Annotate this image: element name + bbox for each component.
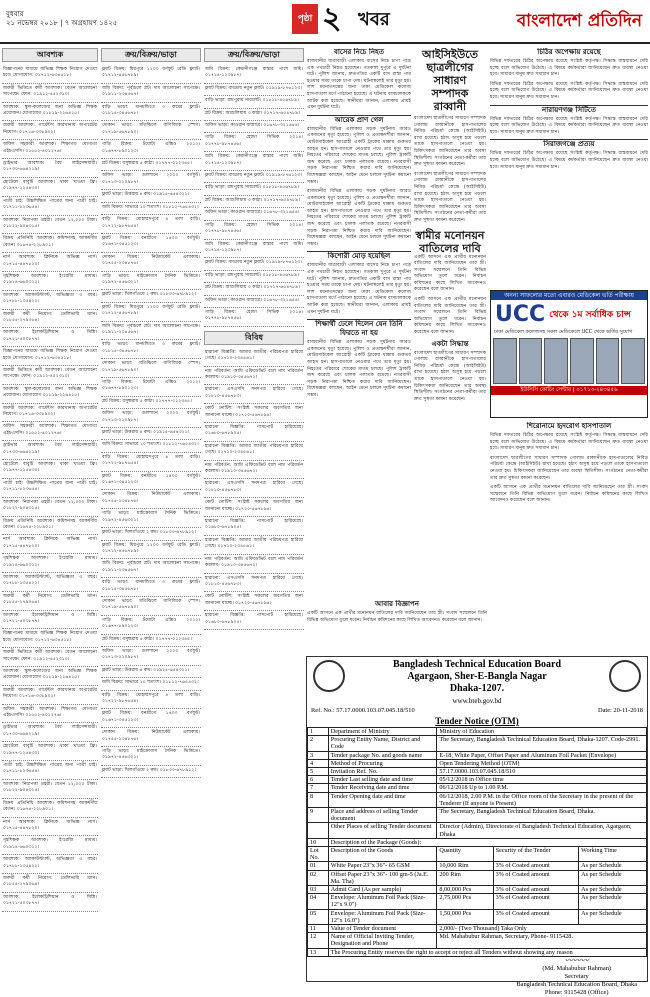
story-body: একটি আসনে এক প্রার্থীর মনোনয়ন বাতিলের দাবি জানিয়েছেন তার স্ত্রী। সংবাদ সম্মেলনে তিনি বিভিন্ন অভিযোগ তুলে ধরেন। নির্বাচন কমিশনের কাছে লিখিত আবেদনও করেছেন বলে জানান। [414,254,486,293]
student-photo [570,338,594,384]
tender-row [308,728,647,736]
classified-column-1 [2,48,98,980]
story-headline: নারায়ণগঞ্জ সিটিতে [542,105,596,114]
story-body: রাজধানীর বিভিন্ন এলাকায় সড়ক দুর্ঘটনায় আরও একজনের মৃত্যু হয়েছে। পুলিশ ও প্রত্যক্ষদর্শীরা জানান, মোটরসাইকেল আরোহী একটি ট্রাকের ধাক্কায় গুরুতর আহত হন। হাসপাতালে নেওয়ার পথে তার মৃত্যু হয়। নিহতের পরিবারে শোকের মাতম চলছে। পুলিশ ট্রাকটি জব্দ করেছে এবং চালক পলাতক রয়েছে। নগরবাসী সড়ক নিরাপত্তা নিশ্চিত করার দাবি জানিয়েছেন। বিশেষজ্ঞরা বলছেন, আইন মেনে চললে দুর্ঘটনা কমানো সম্ভব। [307,189,411,247]
tender-cell: Tender Opening date and time [328,792,437,807]
story-body: বাংলাদেশ ছাত্রলীগের সাধারণ সম্পাদক গোলাম রাব্বানীকে হাসপাতালের নিবিড় পরিচর্যা কেন্দ্রে (আইসিইউ) রাখা হয়েছে। হঠাৎ অসুস্থ হয়ে পড়লে তাকে হাসপাতালে নেওয়া হয়। চিকিৎসকরা জানিয়েছেন তার অবস্থা স্থিতিশীল। সংগঠনের নেতা-কর্মীরা তার দ্রুত সুস্থতা কামনা করেছেন। [414,171,486,223]
tender-notice [306,656,648,996]
classified-ad: আবশ্যক: নিরাপত্তা প্রহরী। বেতন ১২,০০০ টাকা। ০১৮২২-৯০৪৩১৫। [2,780,98,799]
page-header [0,0,650,44]
tender-cell: 9 [308,808,329,823]
classified-column-2 [101,48,201,980]
tender-row [308,776,647,784]
ad-tagline: থেকে ১ম সর্বাধিক চান্স [549,310,631,320]
student-photo-strip [491,336,647,386]
classified-ad: জরুরী কর্মী নিয়োগ: ডেলিভারি ম্যান। ০১৮৫৫-২৭৯০৬৪। [2,310,98,329]
classified-ad: হারানো বিজ্ঞপ্তি: পাসপোর্ট হারিয়েছে। ০১৬৮০-৬৭৮৯০৫। [204,423,304,442]
lead-headline: স্বামীর মনোনয়ন বাতিলের দাবি [415,228,485,255]
tender-cell: Tender Last selling date and time [328,776,437,784]
classified-ad: ফ্ল্যাট বিক্রয়: মিরপুরে ১২০০ বর্গফুট রেডি ফ্ল্যাট। ০১৭১২-৪৫৬৭৮৯। [101,303,201,322]
header-dateline [6,10,117,28]
tender-cell: 1 [308,728,329,736]
tender-website: www.bteb.gov.bd [452,697,502,705]
ads-list [101,65,201,778]
classified-ad: নাম পরিবর্তন: আমি এফিডেভিট বলে নাম পরিবর্তন করলাম। ০১৯১০-৩৪৫৬৭২। [204,555,304,574]
classified-ad: বাড়ি ভাড়া: ধানমন্ডিতে ৩ রুমের ফ্ল্যাট। ০১৮১৫-৩৪৫৬৭৮। [101,340,201,359]
classified-ad: আবশ্যক: স্কুল-কলেজের জন্য অভিজ্ঞ শিক্ষক প্রয়োজন। যোগাযোগ ০১৮১৯-২২৬৪১৫। [2,667,98,686]
story-body: একটি আসনে এক প্রার্থীর মনোনয়ন বাতিলের দাবি জানিয়েছেন তার স্ত্রী। সংবাদ সম্মেলনে তিনি বিভিন্ন অভিযোগ তুলে ধরেন। নির্বাচন কমিশনের কাছে লিখিত আবেদনও করেছেন বলে জানান। [307,611,487,623]
tender-cell: 8,00,000 Pcs [437,886,493,894]
tender-cell: Director (Admin), Directorate of Bangladesh Technical Education, Agargaon, Dhaka [437,823,647,838]
classified-ad: আবশ্যক: ইলেকট্রিশিয়ান ও মিস্ত্রি। ০১৭২১-৫০৩৮৭৭। [2,893,98,912]
classified-ad: অফিস ভাড়া: কাওরান বাজারে। ০১৬৭৮-৩২১৬৫৪। [204,296,304,308]
student-photo [493,338,517,384]
classified-ad: প্লট বিক্রয়: আশুলিয়ায় ৩ কাঠা। ০১৭১৭-৬৫৪৭৮৯। [204,283,304,295]
classified-ad: জরুরী আবশ্যক: গার্মেন্টস কারখানায় অপারেটর নিয়োগ। ০১৭১৬-৩৩৮৯০২। [2,404,98,423]
tender-cell: 3% of Coated amount [493,886,579,894]
tender-cell: The Secretary, Bangladesh Technical Education Board, Dhaka-1207. Code-2991. [437,736,647,751]
ads-list [204,348,304,630]
story-body: একটি আসনে এক প্রার্থীর মনোনয়ন বাতিলের দাবি জানিয়েছেন তার স্ত্রী। সংবাদ সম্মেলনে তিনি বিভিন্ন অভিযোগ তুলে ধরেন। নির্বাচন কমিশনের কাছে লিখিত আবেদনও করেছেন বলে জানান। [490,485,648,504]
story-block-right [490,48,648,288]
page-number: ২ [322,1,342,36]
story-body: বিভিন্ন দফতরের চিঠির অপেক্ষায় রয়েছে সংশ্লিষ্ট কর্তৃপক্ষ। সিদ্ধান্ত বাস্তবায়নে দেরি হচ্ছে বলে অভিযোগ উঠেছে। এ বিষয়ে কর্মকর্তারা জানিয়েছেন দ্রুত ব্যবস্থা নেওয়া হবে। সাধারণ মানুষ দ্রুত সমাধান চান। [490,116,648,135]
classified-ad: গাড়ি বিক্রয়: হোন্ডা সিভিক ২০১৪। ০১৭৭৮-৯৮৭৪৫৬। [204,221,304,240]
tender-cell: Quantity [437,847,493,862]
classified-ad: হারানো: এসএসসি সনদপত্র হারিয়ে গেছে। ০১৮১০-৪৫৬৭৮৩। [204,479,304,498]
classified-ad: দোকান ভাড়া: মতিঝিলে বাণিজ্যিক স্পেস। ০১৭১৯-৫৬৭৮৯০। [101,597,201,616]
signature-mark: 〰〰〰 [564,955,589,965]
classified-ad: বাড়ি বিক্রয়: মোহাম্মদপুরে ৪ তলা বাড়ি। ০১৭২২-৯৮৭৬৫৪। [101,215,201,234]
classified-ad: জরুরী কর্মী নিয়োগ: ডেলিভারি ম্যান। ০১৮৫৫-২৭৯০৬৪। [2,874,98,893]
tender-row [308,759,647,767]
story-headline: একটা সিদ্ধান্ত [431,339,469,348]
classified-ad: জমি বিক্রয়: পূর্বাচলে প্লট। দাম আলোচনা সাপেক্ষে। ০১৯১১-২৩৪৫৬৭। [101,559,201,578]
classified-ad: ফ্ল্যাট ভাড়া: খিলগাঁওয়ে ২ রুম। ০১৮৩৩-৬৭৮৯১২। [101,528,201,540]
story-body: বাংলাদেশ ছাত্রলীগের সাধারণ সম্পাদক গোলাম রাব্বানীকে হাসপাতালের নিবিড় পরিচর্যা কেন্দ্রে (আইসিইউ) রাখা হয়েছে। হঠাৎ অসুস্থ হয়ে পড়লে তাকে হাসপাতালে নেওয়া হয়। চিকিৎসকরা জানিয়েছেন তার অবস্থা স্থিতিশীল। সংগঠনের নেতা-কর্মীরা তার দ্রুত সুস্থতা কামনা করেছেন। [414,350,486,402]
classified-ad: অফিস সহকারী আবশ্যক। শিক্ষাগত যোগ্যতা এইচএসসি। ০১৫৫২-৪০১২৭৬। [2,705,98,724]
ads-list [204,65,304,327]
classified-ad: হারানো: এসএসসি সনদপত্র হারিয়ে গেছে। ০১৮১০-৪৫৬৭৮৩। [204,385,304,404]
classified-ad: গাড়ি ভাড়া: মাইক্রোবাস দৈনিক ভিত্তিতে। ০১৯৭২-৪৫৬৩২১। [101,747,201,766]
classified-ad: অফিস ভাড়া: গুলশানে ২০০০ বর্গফুট। ০১৭১৩-২১০৯৮৭। [101,409,201,428]
tender-cell: Envelope: Aluminum Foil Pack (Size- 12"x 9.0") [328,894,437,909]
classified-ad: নাম পরিবর্তন: আমি এফিডেভিট বলে নাম পরিবর্তন করলাম। ০১৯১০-৩৪৫৬৭২। [204,461,304,480]
ads-list [2,65,98,912]
classified-ad: গাড়ি বিক্রয়: হোন্ডা সিভিক ২০১৪। ০১৭৭৮-৯৮৭৪৫৬। [204,133,304,152]
tender-cell: As per Schedule [579,886,647,894]
page-badge: পৃষ্ঠা [292,4,318,34]
tender-cell: Department of Ministry [328,728,437,736]
classified-ad: আবশ্যক: অ্যাকাউন্ট্যান্ট, অভিজ্ঞতা ৩ বছর। ০১৭৮৮-১৩৫৪২২। [2,573,98,592]
classified-ad: ফ্ল্যাট বিক্রয়: মিরপুরে ১২০০ বর্গফুট রেডি ফ্ল্যাট। ০১৭১২-৪৫৬৭৮৯। [101,541,201,560]
tender-cell: 02 [308,870,329,885]
story-body: রাজধানীর যাত্রাবাড়ী এলাকায় বাসের নিচে চাপা পড়ে এক পথচারী নিহত হয়েছেন। গতকাল দুপুরে এ দুর্ঘটনা ঘটে। পুলিশ জানায়, দ্রুতগতির একটি বাস রাস্তা পার হওয়ার সময় তাকে চাপা দেয়। ঘটনাস্থলেই তার মৃত্যু হয়। লাশ ময়নাতদন্তের জন্য ঢাকা মেডিকেল কলেজ হাসপাতাল মর্গে পাঠানো হয়েছে। এ ঘটনায় বাসচালককে আটক করা হয়েছে। স্থানীয়রা জানান, এলাকায় প্রায়ই এমন দুর্ঘটনা ঘটে। [307,263,411,315]
signatory-name: (Md. Mahabubur Rahman) [542,964,612,972]
classified-ad: প্লট বিক্রয়: বসুন্ধরায় ৫ কাঠা। ০১৭৭৭-০১২৩৪৫। [101,635,201,647]
classified-ad: জরুরী ভিত্তিতে কর্মী আবশ্যক। বেতন আলোচনা সাপেক্ষে। ফোন: ০১৯১২-৪৫২৩১০। [2,366,98,385]
tender-cell: Open Tendering Method (OTM) [437,759,647,767]
classified-ad: বাড়ি বিক্রয়: মোহাম্মদপুরে ৪ তলা বাড়ি। ০১৭২২-৯৮৭৬৫৪। [101,453,201,472]
classified-ad: জমি বিক্রয়: কেরানীগঞ্জে রাস্তার পাশে জমি। ০১৭১৪-১২৩৯৮৭। [204,152,304,171]
classified-ad: অফিস ভাড়া: গুলশানে ২০০০ বর্গফুট। ০১৭১৩-২১০৯৮৭। [101,171,201,190]
header-day: বুধবার [6,10,24,18]
tender-cell: The Procuring Entity reserves the right to accept or reject all Tenders without showing any reason [328,948,646,956]
tender-cell: Envelope: Aluminum Foil Pack (Size- 12"x 16.0") [328,909,437,924]
classified-ad: বিজ্ঞাপনের মাধ্যমে অভিজ্ঞ শিক্ষক নিয়োগ দেওয়া হবে। যোগাযোগ: ০১৭১২-৬৩৪৫১৮। [2,65,98,84]
classified-ad: গৃহশিক্ষক আবশ্যক। ইংরেজি মাধ্যম। ০১৯১৪-৬৬০৩১২। [2,554,98,573]
tender-cell: 3% of Coated amount [493,862,579,870]
classified-ad: গাড়ি ভাড়া: মাইক্রোবাস দৈনিক ভিত্তিতে। ০১৯৭২-৪৫৬৩২১। [101,509,201,528]
tender-date: Date: 20-11-2018 [597,707,643,714]
tender-cell: E-18, White Paper, Offset Paper and Aluminum Foil Packet (Envelope) [437,751,647,759]
classified-ad: বিক্রয় প্রতিনিধি আবশ্যক। কমিশনসহ আকর্ষণীয় বেতন। ০১৬৭৪-২২৮৯০১। [2,799,98,818]
tender-cell: 04 [308,894,329,909]
classified-ad: জরুরী আবশ্যক: গার্মেন্টস কারখানায় অপারেটর নিয়োগ। ০১৭১৬-৩৩৮৯০২। [2,121,98,140]
tender-row [308,768,647,776]
tender-cell: Md. Mahabubur Rahman, Secretary, Phone- 9115428. [437,933,647,948]
tender-cell: White Paper 23"x 36"- 65 GSM [328,862,437,870]
tender-cell: 3% of Coated amount [493,870,579,885]
tender-cell: 06/12/2018, 2.00 P.M. in the Office room of the Secretary in the present of the Tenderer (If anyone is Present) [437,792,647,807]
classified-ad: নাম পরিবর্তন: আমি এফিডেভিট বলে নাম পরিবর্তন করলাম। ০১৯১০-৩৪৫৬৭২। [204,367,304,386]
story-block-bottom [307,600,487,652]
ucc-advertisement [490,290,648,418]
tender-cell: Procuring Entity Name, District and Code [328,736,437,751]
classified-ad: গাড়ি বিক্রয়: টয়োটা এক্সিও ২০১২। ০১৬৭৭-৮৯০১২৩। [101,378,201,397]
tender-cell: Description of the Package (Goods): [328,838,646,846]
classified-ad: হারানো বিজ্ঞপ্তি: পাসপোর্ট হারিয়েছে। ০১৬৮০-৬৭৮৯০৫। [204,517,304,536]
classified-ad: গৃহশিক্ষক আবশ্যক। ইংরেজি মাধ্যম। ০১৯১৪-৬৬০৩১২। [2,272,98,291]
tender-cell: Tender package No. and goods name [328,751,437,759]
tender-cell: Lot No. [308,847,329,862]
classified-ad: হোটেলে বাবুর্চি আবশ্যক। থাকা খাওয়া ফ্রি। ০১৯৭৭-১২৫৪৩০। [2,178,98,197]
classified-ad: ড্রাইভার আবশ্যক। বৈধ লাইসেন্সধারী। ০১৭৩০-৬৬৪২১৯। [2,441,98,460]
story-headline: চিঠির অপেক্ষায় রয়েছে [537,48,601,56]
classified-ad: অফিস ভাড়া: গুলশানে ২০০০ বর্গফুট। ০১৭১৩-২১০৯৮৭। [101,647,201,666]
tender-row [308,784,647,792]
classified-ad: পাত্রী চাই: উচ্চশিক্ষিত পাত্রের জন্য পাত্রী চাই। ০১৭১১-৮২৩৬৫৪। [2,761,98,780]
tender-row [308,736,647,751]
newspaper-brand: বাংলাদেশ প্রতিদিন [516,11,642,31]
tender-row [308,808,647,823]
signatory-title: Secretary [564,972,589,980]
tender-cell: 1,50,000 Pcs [437,909,493,924]
tender-cell: 12 [308,933,329,948]
classified-ad: ফ্ল্যাট ভাড়া: উত্তরায় ৪ রুম। ০১৯১৫-৬৫৪৩২১। [101,428,201,440]
classified-ad: হোটেলে বাবুর্চি আবশ্যক। থাকা খাওয়া ফ্রি। ০১৯৭৭-১২৫৪৩০। [2,742,98,761]
story-headline: সিরাজগঞ্জে প্রত্যয় [543,140,595,149]
tender-cell: 2,000/- (Two Thousand) Taka Only [437,925,647,933]
classified-ad: হারানো বিজ্ঞপ্তি: আমার জাতীয় পরিচয়পত্র হারিয়ে গেছে। ০১৭১০-২৩৪৫৬১। [204,348,304,367]
tender-cell: As per Schedule [579,909,647,924]
column-heading: আবশ্যক [2,48,98,62]
classified-ad: প্লট বিক্রয়: আশুলিয়ায় ৩ কাঠা। ০১৭১৭-৬৫৪৭৮৯। [204,109,304,121]
tender-row [308,847,647,862]
tender-cell: 05/12/2018 in Office time [437,776,647,784]
classified-ad: ড্রাইভার আবশ্যক। বৈধ লাইসেন্সধারী। ০১৭৩০-৬৬৪২১৯। [2,723,98,742]
tender-cell: As per Schedule [579,870,647,885]
tender-row [308,933,647,948]
column-heading: বিবিধ [204,331,304,345]
classified-ad: ফ্ল্যাট বিক্রয়: বাড্ডায় নতুন ফ্ল্যাট। ০১৯১৯-৮৭৬১২৩। [204,84,304,96]
tender-row [308,870,647,885]
classified-ad: আবশ্যক: অ্যাকাউন্ট্যান্ট, অভিজ্ঞতা ৩ বছর। ০১৭৮৮-১৩৫৪২২। [2,291,98,310]
classified-ad: আবশ্যক: স্কুল-কলেজের জন্য অভিজ্ঞ শিক্ষক প্রয়োজন। যোগাযোগ ০১৮১৯-২২৬৪১৫। [2,103,98,122]
classified-ad: দোকান ভাড়া: মতিঝিলে বাণিজ্যিক স্পেস। ০১৭১৯-৫৬৭৮৯০। [101,359,201,378]
classified-ad: হারানো বিজ্ঞপ্তি: আমার জাতীয় পরিচয়পত্র হারিয়ে গেছে। ০১৭১০-২৩৪৫৬১। [204,442,304,461]
tender-cell: Name of Official Inviting Tender, Designation and Phone [328,933,437,948]
story-body: রাজধানীর যাত্রাবাড়ী এলাকায় বাসের নিচে চাপা পড়ে এক পথচারী নিহত হয়েছেন। গতকাল দুপুরে এ দুর্ঘটনা ঘটে। পুলিশ জানায়, দ্রুতগতির একটি বাস রাস্তা পার হওয়ার সময় তাকে চাপা দেয়। ঘটনাস্থলেই তার মৃত্যু হয়। লাশ ময়নাতদন্তের জন্য ঢাকা মেডিকেল কলেজ হাসপাতাল মর্গে পাঠানো হয়েছে। এ ঘটনায় বাসচালককে আটক করা হয়েছে। স্থানীয়রা জানান, এলাকায় প্রায়ই এমন দুর্ঘটনা ঘটে। [307,59,411,111]
tender-row [308,751,647,759]
classified-ad: দোকান বিক্রয়: নিউমার্কেট এলাকায়। ০১৭৫৫-২৩৪৮৭৬। [101,253,201,272]
classified-ad: গাড়ি ভাড়া: মাইক্রোবাস দৈনিক ভিত্তিতে। ০১৯৭২-৪৫৬৩২১। [101,272,201,291]
tender-cell: 2 [308,736,329,751]
story-headline: বাসের নিচে নিহত [334,48,384,56]
classified-ad: আবশ্যক: নিরাপত্তা প্রহরী। বেতন ১২,০০০ টাকা। ০১৮২২-৯০৪৩১৫। [2,216,98,235]
classified-ad: প্লট বিক্রয়: বসুন্ধরায় ৫ কাঠা। ০১৭৭৭-০১২৩৪৫। [101,159,201,171]
tender-cell: 13 [308,948,329,956]
story-body: একটি আসনে এক প্রার্থীর মনোনয়ন বাতিলের দাবি জানিয়েছেন তার স্ত্রী। সংবাদ সম্মেলনে তিনি বিভিন্ন অভিযোগ তুলে ধরেন। নির্বাচন কমিশনের কাছে লিখিত আবেদনও করেছেন বলে জানান। [414,297,486,336]
classified-ad: ফ্ল্যাট ভাড়া: খিলগাঁওয়ে ২ রুম। ০১৮৩৩-৬৭৮৯১২। [101,766,201,778]
story-block-middle [414,48,486,648]
classified-ad: অফিস ভাড়া: কাওরান বাজারে। ০১৬৭৮-৩২১৬৫৪। [204,208,304,220]
student-photo [596,338,620,384]
classified-ad: ফ্ল্যাট বিক্রয়: বনশ্রীতে ১৪০০ বর্গফুট। ০১৬৭১-৩৪৫১২৩। [101,472,201,491]
classified-ad: জমি বিক্রয়: সাভারে ১০ শতাংশ। ০১৮১২-৭৬৫৪৩২। [101,440,201,452]
classified-ad: জরুরী আবশ্যক: গার্মেন্টস কারখানায় অপারেটর নিয়োগ। ০১৭১৬-৩৩৮৯০২। [2,686,98,705]
tender-cell: 06/12/2018 Up to 1.00 P.M. [437,784,647,792]
classified-ad: অফিস সহকারী আবশ্যক। শিক্ষাগত যোগ্যতা এইচএসসি। ০১৫৫২-৪০১২৭৬। [2,422,98,441]
classified-ad: ফ্ল্যাট বিক্রয়: বাড্ডায় নতুন ফ্ল্যাট। ০১৯১৯-৮৭৬১২৩। [204,171,304,183]
story-body: রাজধানীর বিভিন্ন এলাকায় সড়ক দুর্ঘটনায় আরও একজনের মৃত্যু হয়েছে। পুলিশ ও প্রত্যক্ষদর্শীরা জানান, মোটরসাইকেল আরোহী একটি ট্রাকের ধাক্কায় গুরুতর আহত হন। হাসপাতালে নেওয়ার পথে তার মৃত্যু হয়। নিহতের পরিবারে শোকের মাতম চলছে। পুলিশ ট্রাকটি জব্দ করেছে এবং চালক পলাতক রয়েছে। নগরবাসী সড়ক নিরাপত্তা নিশ্চিত করার দাবি জানিয়েছেন। বিশেষজ্ঞরা বলছেন, আইন মেনে চললে দুর্ঘটনা কমানো সম্ভব। [307,340,411,398]
student-photo [519,338,543,384]
signatory-phone: Phone: 9115428 (Office) [544,988,609,996]
tender-cell: 200 Rim [437,870,493,885]
ad-subtext: ঢাকা মেডিকেল কলেজসহ সকল মেডিকেলে UCC থেকে ভর্তির সুযোগ [494,329,633,335]
tender-cell: 5 [308,768,329,776]
tender-cell: As per Schedule [579,894,647,909]
classified-ad: জমি বিক্রয়: সাভারে ১০ শতাংশ। ০১৮১২-৭৬৫৪৩২। [101,203,201,215]
classified-ad: নার্স আবশ্যক: ক্লিনিকে অভিজ্ঞ নার্স। ০১৭১৫-৪৪৭৮২০। [2,253,98,272]
tender-title: Tender Notice (OTM) [435,716,519,726]
student-photo [544,338,568,384]
tender-cell: 3 [308,751,329,759]
tender-cell: Ministry of Education [437,728,647,736]
tender-cell: Method of Procuring [328,759,437,767]
classified-ad: কোর্ট নোটিশ: সংশ্লিষ্ট সকলের অবগতির জন্য জানানো যাচ্ছে। ০১৭২০-৫৬৭৮৯৪। [204,592,304,611]
classified-ad: জমি বিক্রয়: কেরানীগঞ্জে রাস্তার পাশে জমি। ০১৭১৪-১২৩৯৮৭। [204,240,304,259]
classified-ad: হারানো বিজ্ঞপ্তি: আমার জাতীয় পরিচয়পত্র হারিয়ে গেছে। ০১৭১০-২৩৪৫৬১। [204,536,304,555]
classified-ad: দোকান বিক্রয়: নিউমার্কেট এলাকায়। ০১৭৫৫-২৩৪৮৭৬। [101,490,201,509]
classified-ad: জমি বিক্রয়: সাভারে ১০ শতাংশ। ০১৮১২-৭৬৫৪৩২। [101,678,201,690]
lead-headline: আইসিইউতে ছাত্রলীগের সাধারণ সম্পাদক রাব্বানী [422,48,478,113]
tender-row [308,886,647,894]
bteb-seal-icon [313,660,345,692]
student-photo [621,338,645,384]
classified-ad: দোকান বিক্রয়: নিউমার্কেট এলাকায়। ০১৭৫৫-২৩৪৮৭৬। [101,728,201,747]
story-block-left [307,48,411,648]
tender-cell: Place and address of selling Tender document [328,808,437,823]
story-body: বিভিন্ন দফতরের চিঠির অপেক্ষায় রয়েছে সংশ্লিষ্ট কর্তৃপক্ষ। সিদ্ধান্ত বাস্তবায়নে দেরি হচ্ছে বলে অভিযোগ উঠেছে। এ বিষয়ে কর্মকর্তারা জানিয়েছেন দ্রুত ব্যবস্থা নেওয়া হবে। সাধারণ মানুষ দ্রুত সমাধান চান। [490,151,648,170]
classified-ad: জরুরী ভিত্তিতে কর্মী আবশ্যক। বেতন আলোচনা সাপেক্ষে। ফোন: ০১৯১২-৪৫২৩১০। [2,84,98,103]
classified-ad: ড্রাইভার আবশ্যক। বৈধ লাইসেন্সধারী। ০১৭৩০-৬৬৪২১৯। [2,159,98,178]
tender-cell: Value of Tender document [328,925,437,933]
tender-cell: As per Schedule [579,862,647,870]
classified-ad: অফিস ভাড়া: কাওরান বাজারে। ০১৬৭৮-৩২১৬৫৪। [204,121,304,133]
classified-ad: জরুরী ভিত্তিতে কর্মী আবশ্যক। বেতন আলোচনা সাপেক্ষে। ফোন: ০১৯১২-৪৫২৩১০। [2,648,98,667]
tender-cell: Other Places of selling Tender document [328,823,437,838]
tender-address: Agargaon, Sher-E-Bangla Nagar [407,671,547,682]
story-headline: শিরোনামে হৃদরোগ হাসপাতাল [526,422,612,430]
signatory-org: Bangladesh Technical Education Board, Dhaka [516,980,637,988]
ad-topline: অনন্য সাফল্যের মতো এবারও মেডিকেল ভর্তি পরীক্ষায় [491,291,647,300]
classified-ad: জমি বিক্রয়: পূর্বাচলে প্লট। দাম আলোচনা সাপেক্ষে। ০১৯১১-২৩৪৫৬৭। [101,322,201,341]
classified-ad: বিক্রয় প্রতিনিধি আবশ্যক। কমিশনসহ আকর্ষণীয় বেতন। ০১৬৭৪-২২৮৯০১। [2,517,98,536]
header-date: ২১ নভেম্বর ২০১৮ | ৭ অগ্রহায়ণ ১৪২৫ [6,19,118,27]
tender-cell: Tender Receiving date and time [328,784,437,792]
tender-city: Dhaka-1207. [449,683,505,694]
section-title: খবর [358,9,390,30]
classified-ad: দোকান ভাড়া: মতিঝিলে বাণিজ্যিক স্পেস। ০১৭১৯-৫৬৭৮৯০। [101,121,201,140]
classified-ad: ফ্ল্যাট বিক্রয়: বাড্ডায় নতুন ফ্ল্যাট। ০১৯১৯-৮৭৬১২৩। [204,258,304,270]
tender-row [308,909,647,924]
classified-ad: জরুরী কর্মী নিয়োগ: ডেলিভারি ম্যান। ০১৮৫৫-২৭৯০৬৪। [2,592,98,611]
ucc-logo: UCC [495,302,546,327]
classified-ad: আবশ্যক: অ্যাকাউন্ট্যান্ট, অভিজ্ঞতা ৩ বছর। ০১৭৮৮-১৩৫৪২২। [2,855,98,874]
classified-ad: বিজ্ঞাপনের মাধ্যমে অভিজ্ঞ শিক্ষক নিয়োগ দেওয়া হবে। যোগাযোগ: ০১৭১২-৬৩৪৫১৮। [2,347,98,366]
classified-ad: হারানো: এসএসসি সনদপত্র হারিয়ে গেছে। ০১৮১০-৪৫৬৭৮৩। [204,574,304,593]
tender-row [308,948,647,956]
story-headline: আবার বিজ্ঞাপন [375,600,419,608]
classified-ad: গাড়ি বিক্রয়: টয়োটা এক্সিও ২০১২। ০১৬৭৭-৮৯০১২৩। [101,140,201,159]
story-body: বাংলাদেশ ছাত্রলীগের সাধারণ সম্পাদক গোলাম রাব্বানীকে হাসপাতালের নিবিড় পরিচর্যা কেন্দ্রে (আইসিইউ) রাখা হয়েছে। হঠাৎ অসুস্থ হয়ে পড়লে তাকে হাসপাতালে নেওয়া হয়। চিকিৎসকরা জানিয়েছেন তার অবস্থা স্থিতিশীল। সংগঠনের নেতা-কর্মীরা তার দ্রুত সুস্থতা কামনা করেছেন। [490,455,648,481]
tender-cell: Invitation Ref. No. [328,768,437,776]
classified-ad: ফ্ল্যাট বিক্রয়: মিরপুরে ১২০০ বর্গফুট রেডি ফ্ল্যাট। ০১৭১২-৪৫৬৭৮৯। [101,65,201,84]
tender-row [308,894,647,909]
tender-cell [308,823,329,838]
classified-ad: পাত্রী চাই: উচ্চশিক্ষিত পাত্রের জন্য পাত্রী চাই। ০১৭১১-৮২৩৬৫৪। [2,479,98,498]
classified-ad: কোর্ট নোটিশ: সংশ্লিষ্ট সকলের অবগতির জন্য জানানো যাচ্ছে। ০১৭২০-৫৬৭৮৯৪। [204,498,304,517]
tender-cell: 3% of Coated amount [493,909,579,924]
ad-footer: ইউসিসি কোচিং সেন্টার | ০১৭১৩-২৪৩৪৫৬ [491,386,647,395]
classified-ad: আবশ্যক: নিরাপত্তা প্রহরী। বেতন ১২,০০০ টাকা। ০১৮২২-৯০৪৩১৫। [2,498,98,517]
classified-ad: ফ্ল্যাট ভাড়া: খিলগাঁওয়ে ২ রুম। ০১৮৩৩-৬৭৮৯১২। [101,290,201,302]
tender-row [308,823,647,838]
classified-ad: বাড়ি ভাড়া: রামপুরায় সাবলেট। ০১৮১৮-৪৫৬৭৮৯। [204,96,304,108]
tender-board-name: Bangladesh Technical Education Board [392,659,562,670]
classified-ad: বিজ্ঞাপনের মাধ্যমে অভিজ্ঞ শিক্ষক নিয়োগ দেওয়া হবে। যোগাযোগ: ০১৭১২-৬৩৪৫১৮। [2,629,98,648]
column-heading: ক্রয়/বিক্রয়/ভাড়া [101,48,201,62]
tender-row [308,838,647,846]
classified-ad: কোর্ট নোটিশ: সংশ্লিষ্ট সকলের অবগতির জন্য জানানো যাচ্ছে। ০১৭২০-৫৬৭৮৯৪। [204,404,304,423]
story-headline: কিশোরী মোড় হয়েছিল [327,252,391,261]
tender-cell: 05 [308,909,329,924]
classified-ad: বাড়ি ভাড়া: ধানমন্ডিতে ৩ রুমের ফ্ল্যাট। ০১৮১৫-৩৪৫৬৭৮। [101,103,201,122]
tender-cell: 57.17.0000.103.07.045.18/510 [437,768,647,776]
classified-ad: প্লট বিক্রয়: আশুলিয়ায় ৩ কাঠা। ০১৭১৭-৬৫৪৭৮৯। [204,196,304,208]
story-headline: শিক্ষার্থী ঢেলে দিলেন যেন তিনি ফিরতে না হয় [315,320,403,338]
classified-ad: বাড়ি ভাড়া: রামপুরায় সাবলেট। ০১৮১৮-৪৫৬৭৮৯। [204,271,304,283]
classified-ad: আবশ্যক: ইলেকট্রিশিয়ান ও মিস্ত্রি। ০১৭২১-৫০৩৮৭৭। [2,328,98,347]
tender-cell: 01 [308,862,329,870]
classified-ad: গাড়ি বিক্রয়: টয়োটা এক্সিও ২০১২। ০১৬৭৭-৮৯০১২৩। [101,616,201,635]
tender-cell: Admit Card (As per sample) [328,886,437,894]
tender-row [308,792,647,807]
classified-ad: হোটেলে বাবুর্চি আবশ্যক। থাকা খাওয়া ফ্রি। ০১৯৭৭-১২৫৪৩০। [2,460,98,479]
tender-cell: 8 [308,792,329,807]
classified-ad: অফিস সহকারী আবশ্যক। শিক্ষাগত যোগ্যতা এইচএসসি। ০১৫৫২-৪০১২৭৬। [2,140,98,159]
classified-ad: আবশ্যক: ইলেকট্রিশিয়ান ও মিস্ত্রি। ০১৭২১-৫০৩৮৭৭। [2,611,98,630]
classified-ad: বাড়ি বিক্রয়: মোহাম্মদপুরে ৪ তলা বাড়ি। ০১৭২২-৯৮৭৬৫৪। [101,691,201,710]
tender-cell: 6 [308,776,329,784]
tender-cell: The Secretary, Bangladesh Technical Education Board, Dhaka. [437,808,647,823]
classified-ad: গাড়ি বিক্রয়: হোন্ডা সিভিক ২০১৪। ০১৭৭৮-৯৮৭৪৫৬। [204,308,304,327]
classified-ad: নার্স আবশ্যক: ক্লিনিকে অভিজ্ঞ নার্স। ০১৭১৫-৪৪৭৮২০। [2,535,98,554]
tender-cell: 7 [308,784,329,792]
tender-cell: 4 [308,759,329,767]
classified-ad: নার্স আবশ্যক: ক্লিনিকে অভিজ্ঞ নার্স। ০১৭১৫-৪৪৭৮২০। [2,818,98,837]
classified-column-3 [204,48,304,980]
story-body: বিভিন্ন দফতরের চিঠির অপেক্ষায় রয়েছে সংশ্লিষ্ট কর্তৃপক্ষ। সিদ্ধান্ত বাস্তবায়নে দেরি হচ্ছে বলে অভিযোগ উঠেছে। এ বিষয়ে কর্মকর্তারা জানিয়েছেন দ্রুত ব্যবস্থা নেওয়া হবে। সাধারণ মানুষ দ্রুত সমাধান চান। [490,59,648,78]
signature-block [516,957,637,997]
tender-table [307,727,647,957]
tender-cell: Security of the Tender [493,847,579,862]
govt-seal-icon [609,660,641,692]
tender-cell: Working Time [579,847,647,862]
story-body: রাজধানীর বিভিন্ন এলাকায় সড়ক দুর্ঘটনায় আরও একজনের মৃত্যু হয়েছে। পুলিশ ও প্রত্যক্ষদর্শীরা জানান, মোটরসাইকেল আরোহী একটি ট্রাকের ধাক্কায় গুরুতর আহত হন। হাসপাতালে নেওয়ার পথে তার মৃত্যু হয়। নিহতের পরিবারে শোকের মাতম চলছে। পুলিশ ট্রাকটি জব্দ করেছে এবং চালক পলাতক রয়েছে। নগরবাসী সড়ক নিরাপত্তা নিশ্চিত করার দাবি জানিয়েছেন। বিশেষজ্ঞরা বলছেন, আইন মেনে চললে দুর্ঘটনা কমানো সম্ভব। [307,126,411,185]
story-body: বিভিন্ন দফতরের চিঠির অপেক্ষায় রয়েছে সংশ্লিষ্ট কর্তৃপক্ষ। সিদ্ধান্ত বাস্তবায়নে দেরি হচ্ছে বলে অভিযোগ উঠেছে। এ বিষয়ে কর্মকর্তারা জানিয়েছেন দ্রুত ব্যবস্থা নেওয়া হবে। সাধারণ মানুষ দ্রুত সমাধান চান। [490,433,648,452]
story-body: বিভিন্ন দফতরের চিঠির অপেক্ষায় রয়েছে সংশ্লিষ্ট কর্তৃপক্ষ। সিদ্ধান্ত বাস্তবায়নে দেরি হচ্ছে বলে অভিযোগ উঠেছে। এ বিষয়ে কর্মকর্তারা জানিয়েছেন দ্রুত ব্যবস্থা নেওয়া হবে। সাধারণ মানুষ দ্রুত সমাধান চান। [490,81,648,100]
story-headline: আরেক প্রাণ গেল [334,115,384,124]
classified-ad: ফ্ল্যাট বিক্রয়: বনশ্রীতে ১৪০০ বর্গফুট। ০১৬৭১-৩৪৫১২৩। [101,709,201,728]
classified-ad: বাড়ি ভাড়া: রামপুরায় সাবলেট। ০১৮১৮-৪৫৬৭৮৯। [204,183,304,195]
tender-cell: Offset Paper 23"x 36"- 100 gm-5 (Ja.E. Ma. Tha) [328,870,437,885]
tender-ref: Ref. No.: 57.17.0000.103.07.045.18/510 [311,707,415,714]
tender-cell: 2,75,000 Pcs [437,894,493,909]
classified-ad: জমি বিক্রয়: কেরানীগঞ্জে রাস্তার পাশে জমি। ০১৭১৪-১২৩৯৮৭। [204,65,304,84]
tender-row [308,862,647,870]
classified-ad: ফ্ল্যাট ভাড়া: উত্তরায় ৪ রুম। ০১৯১৫-৬৫৪৩২১। [101,190,201,202]
tender-cell: 10 [308,838,329,846]
classified-ad: বাড়ি ভাড়া: ধানমন্ডিতে ৩ রুমের ফ্ল্যাট। ০১৮১৫-৩৪৫৬৭৮। [101,578,201,597]
classified-ad: পাত্রী চাই: উচ্চশিক্ষিত পাত্রের জন্য পাত্রী চাই। ০১৭১১-৮২৩৬৫৪। [2,197,98,216]
tender-row [308,925,647,933]
classified-ad: গৃহশিক্ষক আবশ্যক। ইংরেজি মাধ্যম। ০১৯১৪-৬৬০৩১২। [2,836,98,855]
classified-ad: প্লট বিক্রয়: বসুন্ধরায় ৫ কাঠা। ০১৭৭৭-০১২৩৪৫। [101,397,201,409]
classified-ad: জমি বিক্রয়: পূর্বাচলে প্লট। দাম আলোচনা সাপেক্ষে। ০১৯১১-২৩৪৫৬৭। [101,84,201,103]
story-body: বাংলাদেশ ছাত্রলীগের সাধারণ সম্পাদক গোলাম রাব্বানীকে হাসপাতালের নিবিড় পরিচর্যা কেন্দ্রে (আইসিইউ) রাখা হয়েছে। হঠাৎ অসুস্থ হয়ে পড়লে তাকে হাসপাতালে নেওয়া হয়। চিকিৎসকরা জানিয়েছেন তার অবস্থা স্থিতিশীল। সংগঠনের নেতা-কর্মীরা তার দ্রুত সুস্থতা কামনা করেছেন। [414,116,486,168]
tender-cell: 3% of Coated amount [493,894,579,909]
classified-ad: ফ্ল্যাট বিক্রয়: বনশ্রীতে ১৪০০ বর্গফুট। ০১৬৭১-৩৪৫১২৩। [101,234,201,253]
tender-cell: 03 [308,886,329,894]
story-block-right-lower [490,422,648,650]
classified-ad: হারানো বিজ্ঞপ্তি: পাসপোর্ট হারিয়েছে। ০১৬৮০-৬৭৮৯০৫। [204,611,304,630]
classified-ad: আবশ্যক: স্কুল-কলেজের জন্য অভিজ্ঞ শিক্ষক প্রয়োজন। যোগাযোগ ০১৮১৯-২২৬৪১৫। [2,385,98,404]
column-heading: ক্রয়/বিক্রয়/ভাড়া [204,48,304,62]
tender-cell: 10,000 Rim [437,862,493,870]
classified-ad: বিক্রয় প্রতিনিধি আবশ্যক। কমিশনসহ আকর্ষণীয় বেতন। ০১৬৭৪-২২৮৯০১। [2,234,98,253]
tender-cell: Description of the Goods [328,847,437,862]
classified-ad: ফ্ল্যাট ভাড়া: উত্তরায় ৪ রুম। ০১৯১৫-৬৫৪৩২১। [101,666,201,678]
tender-cell: 11 [308,925,329,933]
